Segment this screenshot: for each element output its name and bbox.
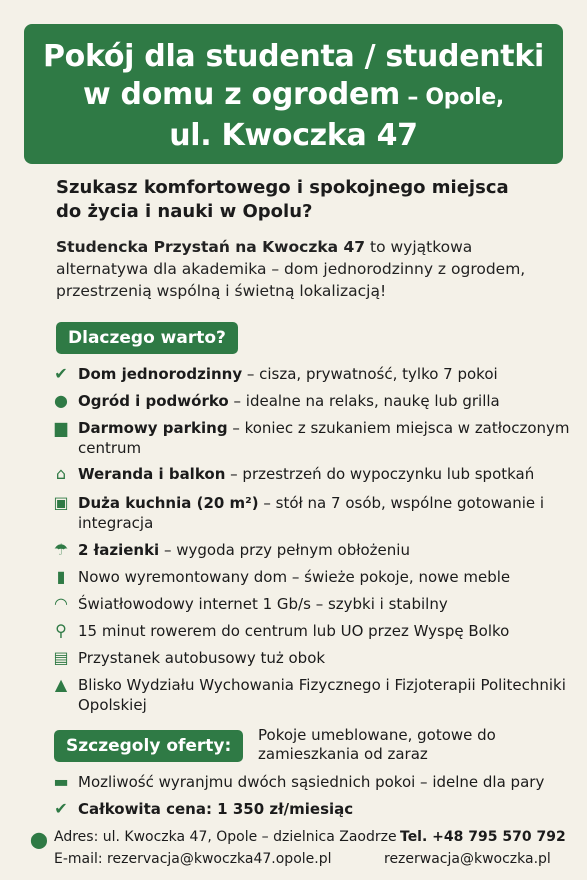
feature-text: Blisko Wydziału Wychowania Fizycznego i Fizjoterapii Politechniki Opolskiej xyxy=(78,676,566,714)
bus-icon: ▤ xyxy=(53,648,69,667)
offer-item-text: Mozliwość wyranjmu dwóch sąsiednich pokoi – idelne dla pary xyxy=(78,773,545,791)
tree-icon: ● xyxy=(54,391,68,410)
bed-icon: ▬ xyxy=(53,772,69,791)
wifi-icon: ◠ xyxy=(54,594,68,613)
title-line-3: ul. Kwoczka 47 xyxy=(169,118,418,153)
feature-bold: Dom jednorodzinny xyxy=(78,365,243,383)
intro-text: to wyjątkowa alternatywa dla akademika – dom jednorodzinny z ogrodem, przestrzenią wspólną i świetną lokalizacją! xyxy=(56,238,526,300)
address-text: Adres: ul. Kwoczka 47, Opole – dzielnica Zaodrze xyxy=(54,829,397,845)
location-pin-icon: ⬤ xyxy=(30,830,48,849)
intro-place-name: Studencka Przystań na Kwoczka 47 xyxy=(56,238,366,256)
feature-text: 15 minut rowerem do centrum lub UO przez Wyspę Bolko xyxy=(78,622,510,640)
title-line-2-main: w domu z ogrodem xyxy=(83,77,400,112)
title-banner xyxy=(24,24,563,164)
feature-text: Przystanek autobusowy tuż obok xyxy=(78,649,326,667)
check-icon: ✔ xyxy=(54,799,68,818)
email-link[interactable]: E-mail: rezervacja@kwoczka47.opole.pl xyxy=(54,851,332,867)
feature-text: Światłowodowy internet 1 Gb/s – szybki i stabilny xyxy=(78,595,448,613)
car-icon: ▆ xyxy=(54,418,68,437)
feature-text: – cisza, prywatność, tylko 7 pokoi xyxy=(242,365,498,383)
feature-bold: 2 łazienki xyxy=(78,541,160,559)
phone-link[interactable]: Tel. +48 795 570 792 xyxy=(400,829,566,845)
feature-bold: Darmowy parking xyxy=(78,419,228,437)
feature-text: – koniec z szukaniem miejsca w zatłoczonym centrum xyxy=(78,419,570,457)
feature-text: – stół na 7 osób, wspólne gotowanie i integracja xyxy=(78,494,545,532)
feature-text: – idealne na relaks, naukę lub grilla xyxy=(228,392,500,410)
paint-bucket-icon: ▮ xyxy=(56,567,66,586)
bicycle-icon: ⚲ xyxy=(55,621,67,640)
secondary-email-link[interactable]: rezerwacja@kwoczka.pl xyxy=(384,851,551,867)
feature-text: – przestrzeń do wypoczynku lub spotkań xyxy=(225,465,535,483)
offer-section-heading: Szczegoly oferty: xyxy=(54,730,243,762)
intro-paragraph xyxy=(56,236,566,302)
price-text: Całkowita cena: 1 350 zł/miesiąc xyxy=(78,800,354,818)
porch-icon: ⌂ xyxy=(55,464,67,483)
graduation-cap-icon: ▲ xyxy=(54,675,68,694)
check-icon: ✔ xyxy=(54,364,68,383)
title-line-1: Pokój dla studenta / studentki xyxy=(42,39,544,74)
why-section-heading: Dlaczego warto? xyxy=(56,322,238,354)
shower-icon: ☂ xyxy=(53,540,69,559)
title-line-2 xyxy=(24,76,563,117)
offer-note: Pokoje umeblowane, gotowe do zamieszkania od zaraz xyxy=(258,726,496,763)
feature-bold: Weranda i balkon xyxy=(78,465,226,483)
feature-bold: Ogród i podwórko xyxy=(78,392,229,410)
feature-text: – wygoda przy pełnym obłożeniu xyxy=(159,541,410,559)
kitchen-icon: ▣ xyxy=(53,493,69,512)
intro-question: Szukasz komfortowego i spokojnego miejsca do życia i nauki w Opolu? xyxy=(56,177,509,222)
feature-bold: Duża kuchnia (20 m²) xyxy=(78,494,259,512)
title-city: – Opole, xyxy=(399,85,504,110)
feature-text: Nowo wyremontowany dom – świeże pokoje, nowe meble xyxy=(78,568,511,586)
